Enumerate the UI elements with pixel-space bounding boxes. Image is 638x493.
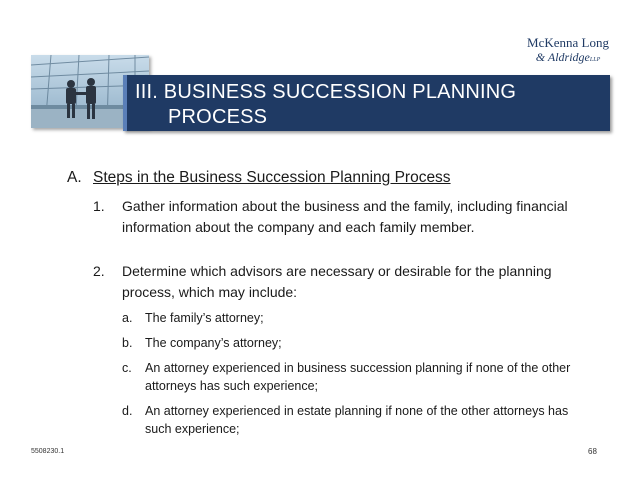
slide-title-line-2: PROCESS (168, 106, 268, 128)
footer-page-number: 68 (588, 447, 597, 456)
sub-item-text: The company’s attorney; (145, 336, 282, 350)
sub-item-letter: a. (122, 311, 133, 325)
slide-title-banner (123, 75, 610, 131)
sub-item-text: An attorney experienced in business succession planning if none of the other attorneys has such experience; (145, 361, 571, 393)
sub-item-letter: c. (122, 361, 132, 375)
sub-item-letter: b. (122, 336, 133, 350)
logo-line-1: McKenna Long (527, 35, 609, 50)
logo-line-2: & AldridgeLLP (535, 50, 601, 64)
section-letter: A. (67, 169, 82, 186)
sub-item-text: An attorney experienced in estate planning if none of the other attorneys has such experience; (145, 404, 569, 436)
slide-title-line-1: III. BUSINESS SUCCESSION PLANNING (135, 81, 517, 103)
footer-document-id: 5508230.1 (31, 448, 65, 455)
sub-item-letter: d. (122, 404, 133, 418)
list-item-number: 2. (93, 263, 105, 279)
list-item-number: 1. (93, 198, 105, 214)
section-heading (67, 169, 451, 187)
firm-logo (518, 36, 618, 67)
list-item-text: Determine which advisors are necessary or desirable for the planning process, which may include: (122, 263, 552, 300)
list-item-text: Gather information about the business and the family, including financial information about the company and each family member. (122, 198, 568, 235)
title-accent-stripe (123, 75, 127, 131)
logo-llp-mark: LLP (589, 57, 601, 63)
sub-item-text: The family’s attorney; (145, 311, 264, 325)
section-heading-text: Steps in the Business Succession Planning Process (93, 169, 451, 186)
